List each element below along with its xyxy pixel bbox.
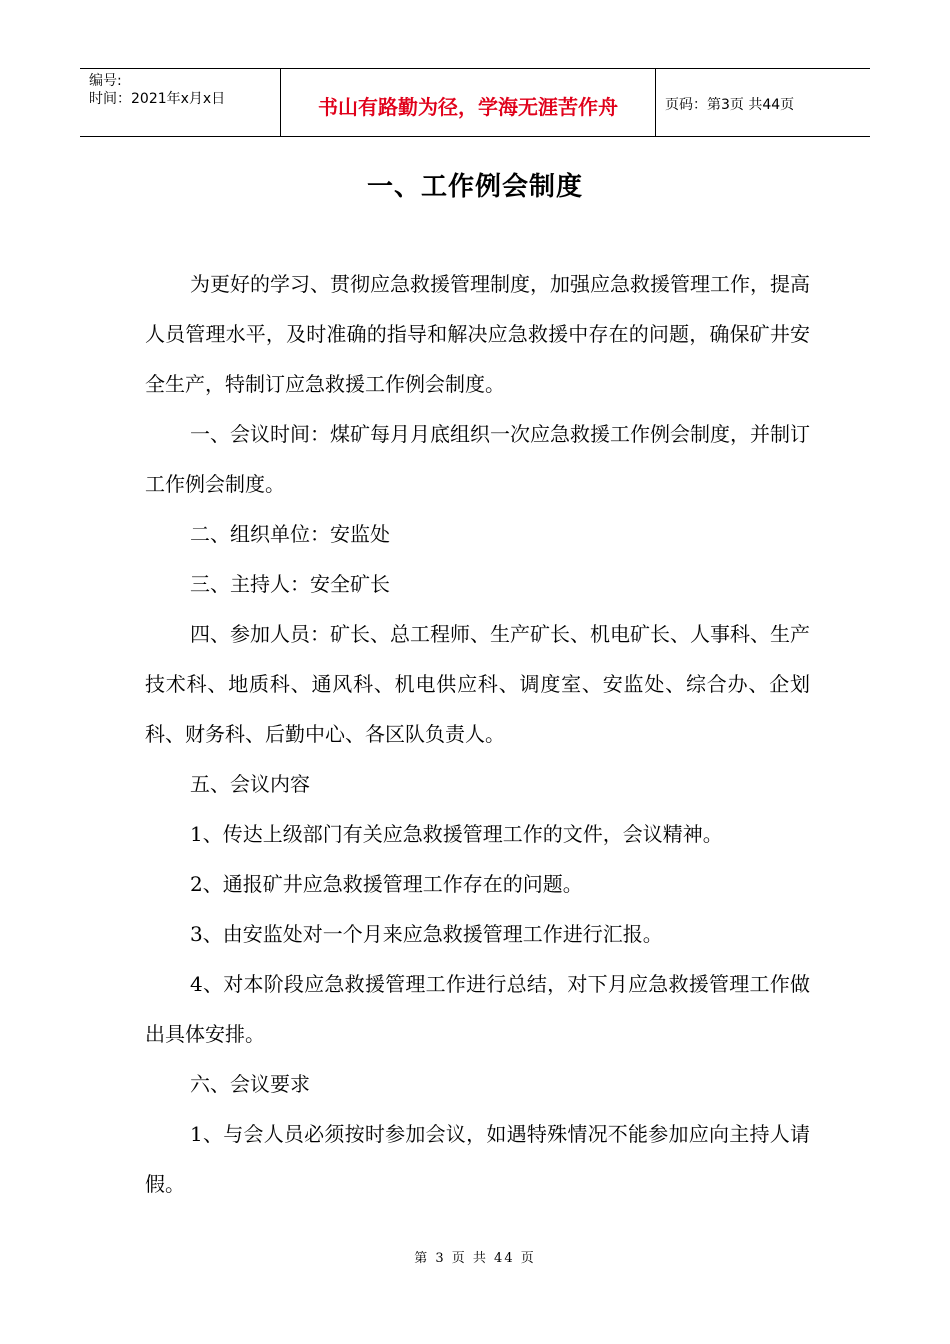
- time-label: 时间：2021年x月x日: [89, 91, 226, 107]
- paragraph-content-3: 3、由安监处对一个月来应急救援管理工作进行汇报。: [190, 922, 663, 946]
- page-label: 页码：第3页 共44页: [665, 97, 795, 113]
- paragraph-attendees: 四、参加人员：矿长、总工程师、生产矿长、机电矿长、人事科、生产技术科、地质科、通风科、机电供应科、调度室、安监处、综合办、企划科、财务科、后勤中心、各区队负责人。: [145, 622, 810, 746]
- motto-text: 书山有路勤为径，学海无涯苦作舟: [318, 95, 618, 119]
- paragraph-host: 三、主持人：安全矿长: [190, 572, 390, 596]
- header-motto-cell: [280, 69, 656, 136]
- paragraph-requirement-1: 1、与会人员必须按时参加会议，如遇特殊情况不能参加应向主持人请假。: [145, 1122, 810, 1196]
- paragraph-content-1: 1、传达上级部门有关应急救援管理工作的文件，会议精神。: [190, 822, 723, 846]
- page-title: 一、工作例会制度: [366, 172, 583, 202]
- document-body: [145, 259, 810, 1209]
- header-page-cell: [655, 69, 870, 136]
- page-footer: 第 3 页 共 44 页: [414, 1251, 536, 1266]
- document-header: [80, 68, 870, 137]
- header-meta-cell: [80, 69, 280, 136]
- paragraph-requirements-heading: 六、会议要求: [190, 1072, 310, 1096]
- paragraph-content-heading: 五、会议内容: [190, 772, 310, 796]
- paragraph-content-2: 2、通报矿井应急救援管理工作存在的问题。: [190, 872, 583, 896]
- paragraph-content-4: 4、对本阶段应急救援管理工作进行总结，对下月应急救援管理工作做出具体安排。: [145, 972, 810, 1046]
- number-label: 编号:: [89, 73, 122, 89]
- paragraph-meeting-time: 一、会议时间：煤矿每月月底组织一次应急救援工作例会制度，并制订工作例会制度。: [145, 422, 810, 496]
- paragraph-intro: 为更好的学习、贯彻应急救援管理制度，加强应急救援管理工作，提高人员管理水平，及时准确的指导和解决应急救援中存在的问题，确保矿井安全生产，特制订应急救援工作例会制度。: [145, 272, 810, 396]
- paragraph-organizer: 二、组织单位：安监处: [190, 522, 390, 546]
